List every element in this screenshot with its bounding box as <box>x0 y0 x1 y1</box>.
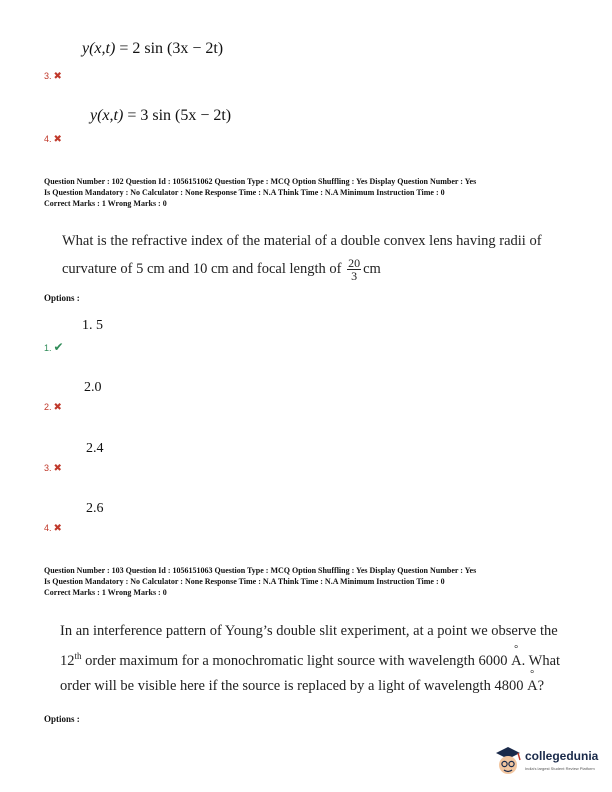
mascot-icon <box>493 744 523 778</box>
meta-line: Is Question Mandatory : No Calculator : None Response Time : N.A Think Time : N.A Minimum Instruction Time : 0 <box>44 188 445 197</box>
formula-option-4: y(x,t) = 3 sin (5x − 2t) <box>90 107 232 124</box>
option-3-number: 3. ✖ <box>44 71 62 82</box>
question-102-text <box>62 229 582 282</box>
wrong-mark-icon: ✖ <box>53 523 62 534</box>
question-line: order will be visible here if the source is replaced by a light of wavelength 4800 ° A? <box>60 674 590 699</box>
meta-line: Correct Marks : 1 Wrong Marks : 0 <box>44 199 167 208</box>
correct-check-icon: ✔ <box>53 340 64 354</box>
question-line: In an interference pattern of Young’s double slit experiment, at a point we observe the <box>60 623 558 639</box>
options-label: Options : <box>44 293 80 303</box>
question-103-text <box>60 619 590 699</box>
option-1-value: 1. 5 <box>82 318 103 333</box>
wrong-mark-icon: ✖ <box>53 463 62 474</box>
question-line: 12th order maximum for a monochromatic light source with wavelength 6000 ° A. What <box>60 644 590 674</box>
option-1-number: 1. ✔ <box>44 340 64 354</box>
angstrom-unit: ° A <box>527 674 537 699</box>
wrong-mark-icon: ✖ <box>53 71 62 82</box>
option-2-number: 2. ✖ <box>44 402 62 413</box>
option-3-value: 2.4 <box>86 441 104 456</box>
meta-line: Question Number : 102 Question Id : 1056151062 Question Type : MCQ Option Shuffling : Yes Display Question Number : Yes <box>44 177 477 186</box>
angstrom-unit: ° A <box>511 649 521 674</box>
option-3-number: 3. ✖ <box>44 463 62 474</box>
meta-line: Question Number : 103 Question Id : 1056151063 Question Type : MCQ Option Shuffling : Yes Display Question Number : Yes <box>44 566 477 575</box>
meta-line: Correct Marks : 1 Wrong Marks : 0 <box>44 588 167 597</box>
logo-tagline: India's largest Student Review Platform <box>525 766 595 771</box>
option-2-value: 2.0 <box>84 380 102 395</box>
question-103-meta <box>44 565 476 598</box>
question-102-meta <box>44 176 476 209</box>
option-4-number: 4. ✖ <box>44 523 62 534</box>
question-line: What is the refractive index of the material of a double convex lens having radii of <box>62 233 542 249</box>
option-4-value: 2.6 <box>86 501 104 516</box>
formula-option-3: y(x,t) = 2 sin (3x − 2t) <box>82 40 224 57</box>
options-label: Options : <box>44 714 80 724</box>
option-4-number: 4. ✖ <box>44 134 62 145</box>
question-line: curvature of 5 cm and 10 cm and focal length of $\frac{20}{3}$ cm <box>62 256 381 284</box>
collegedunia-logo <box>493 744 607 780</box>
meta-line: Is Question Mandatory : No Calculator : None Response Time : N.A Think Time : N.A Minimum Instruction Time : 0 <box>44 577 445 586</box>
wrong-mark-icon: ✖ <box>53 134 62 145</box>
focal-length-fraction: $\frac{20}{3}$ <box>348 256 361 284</box>
wrong-mark-icon: ✖ <box>53 402 62 413</box>
logo-wordmark: collegedunia <box>525 749 599 763</box>
